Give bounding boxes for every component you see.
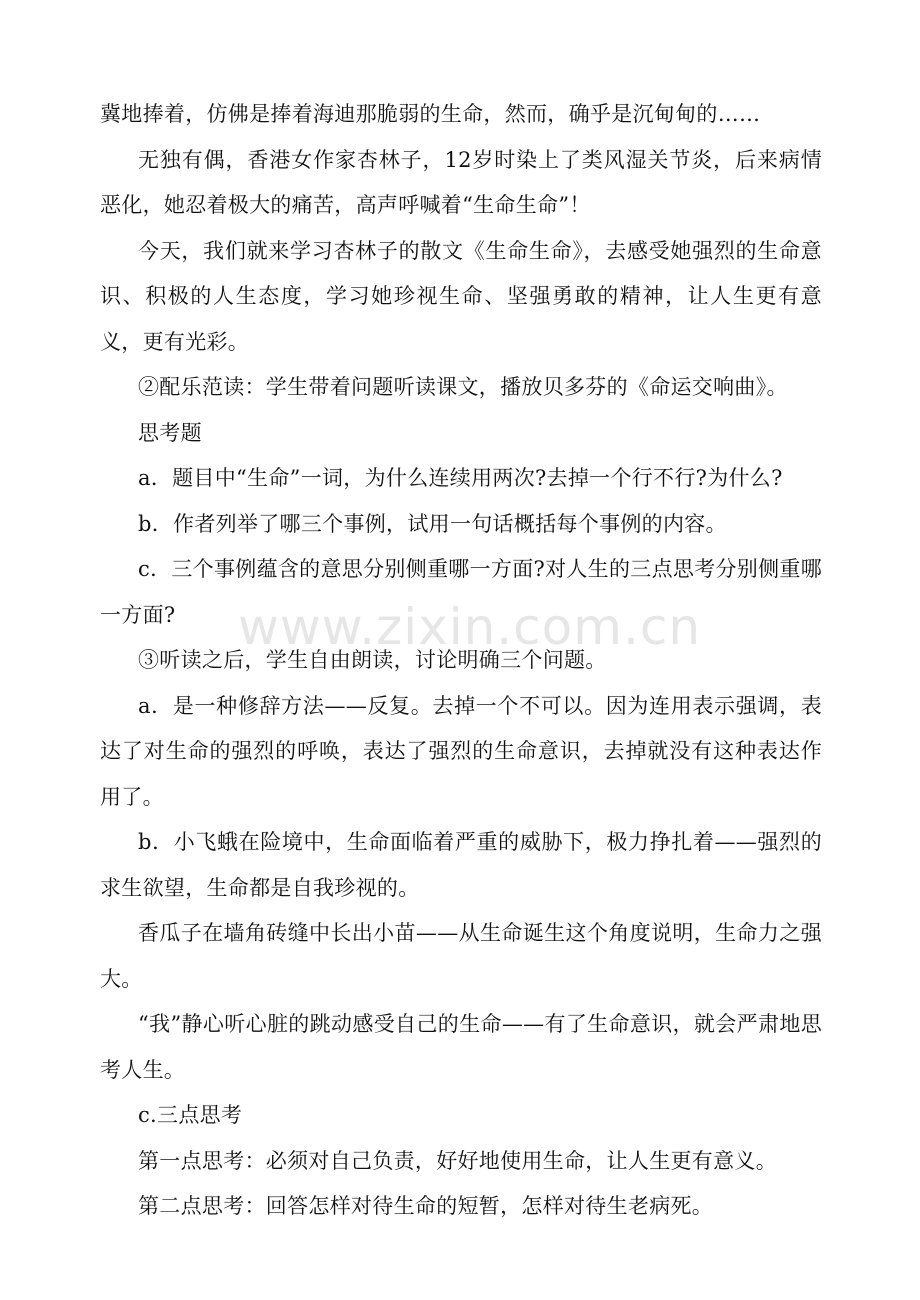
paragraph: b．作者列举了哪三个事例，试用一句话概括每个事例的内容。: [138, 511, 727, 536]
paragraph: 今天，我们就来学习杏林子的散文《生命生命》，去感受她强烈的生命意识、积极的人生态度，学习她珍视生命、坚强勇敢的精神，让人生更有意义，更有光彩。: [100, 238, 822, 354]
paragraph: c．三个事例蕴含的意思分别侧重哪一方面?对人生的三点思考分别侧重哪一方面?: [100, 557, 822, 627]
paragraph: 香瓜子在墙角砖缝中长出小苗——从生命诞生这个角度说明，生命力之强大。: [100, 921, 822, 991]
paragraph: a．是一种修辞方法——反复。去掉一个不可以。因为连用表示强调，表达了对生命的强烈的呼唤，表达了强烈的生命意识，去掉就没有这种表达作用了。: [100, 693, 822, 809]
paragraph: ③听读之后，学生自由朗读，讨论明确三个问题。: [138, 648, 607, 672]
paragraph: 第一点思考：必须对自己负责，好好地使用生命，让人生更有意义。: [138, 1148, 777, 1173]
paragraph: “我”静心听心脏的跳动感受自己的生命——有了生命意识，就会严肃地思考人生。: [100, 1012, 822, 1082]
paragraph: 冀地捧着，仿佛是捧着海迪那脆弱的生命，然而，确乎是沉甸甸的……: [100, 102, 761, 126]
watermark: www.zixin.com.cn: [238, 598, 702, 656]
body-text: [100, 92, 822, 1230]
paragraph: 思考题: [138, 420, 202, 445]
paragraph: c.三点思考: [138, 1103, 243, 1127]
paragraph: ②配乐范读：学生带着问题听读课文，播放贝多芬的《命运交响曲》。: [138, 375, 788, 399]
paragraph: 无独有偶，香港女作家杏林子，12岁时染上了类风湿关节炎，后来病情恶化，她忍着极大的痛苦，高声呼喊着“生命生命”！: [100, 147, 822, 217]
paragraph: b．小飞蛾在险境中，生命面临着严重的威胁下，极力挣扎着——强烈的求生欲望，生命都是自我珍视的。: [100, 830, 822, 900]
paragraph: a．题目中“生命”一词，为什么连续用两次?去掉一个行不行?为什么?: [138, 466, 783, 490]
paragraph: 第二点思考：回答怎样对待生命的短暂，怎样对待生老病死。: [138, 1194, 714, 1218]
